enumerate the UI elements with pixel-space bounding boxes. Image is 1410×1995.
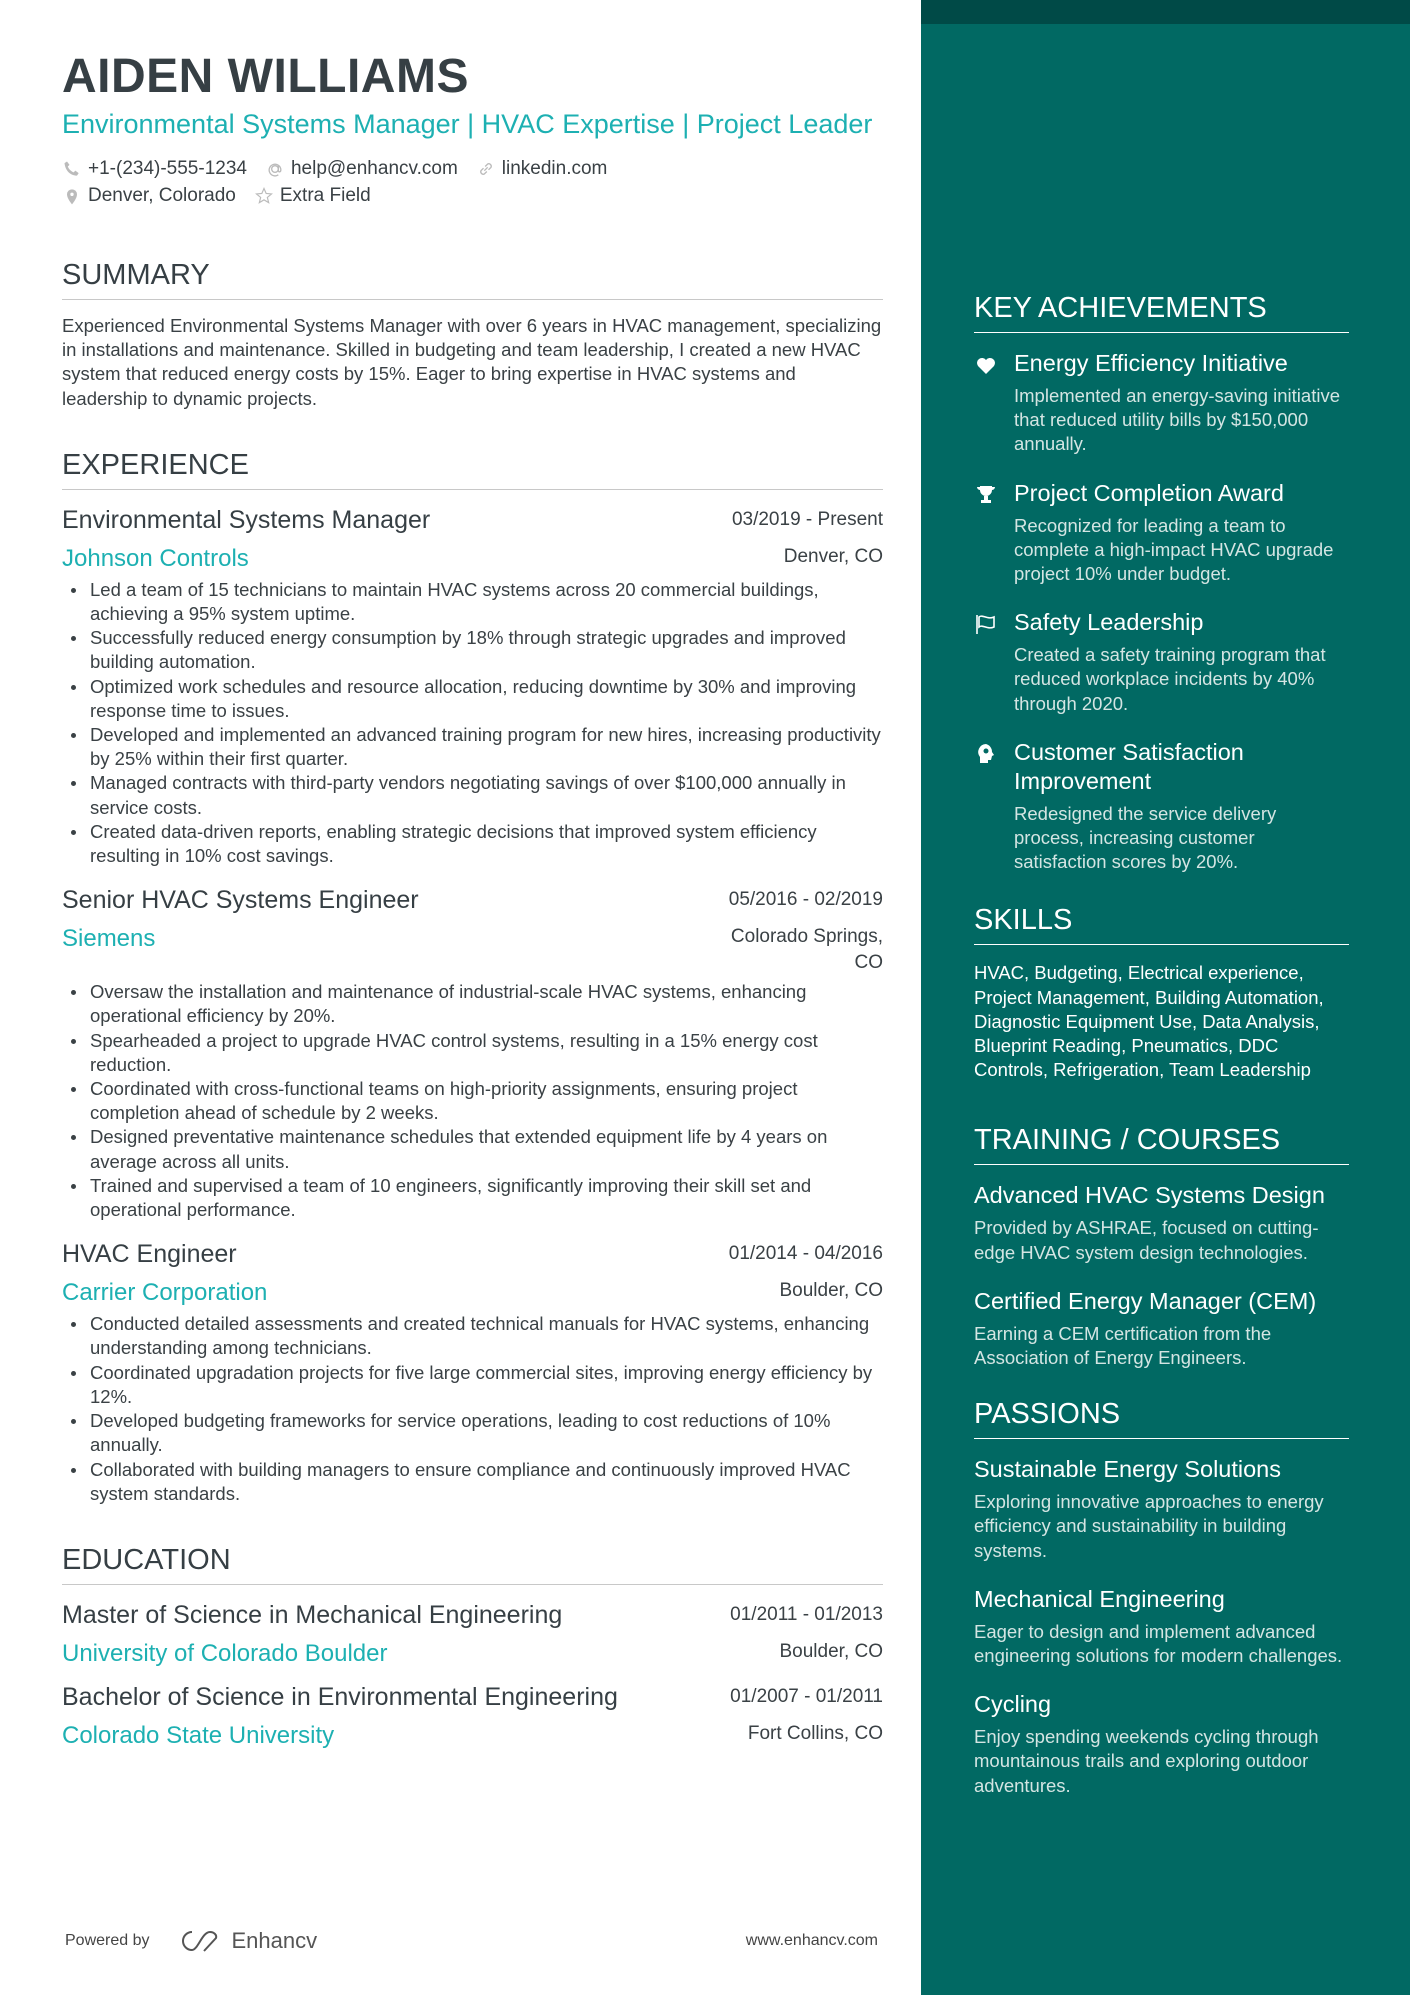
enhancv-logo-icon: [178, 1928, 224, 1954]
passion-desc: Enjoy spending weekends cycling through mountainous trails and exploring outdoor adventures.: [974, 1726, 1319, 1796]
head-icon: [974, 738, 1000, 875]
job-location: Boulder, CO: [779, 1280, 883, 1302]
enhancv-logo[interactable]: [178, 1928, 318, 1954]
experience-section: [62, 447, 883, 1506]
location: Denver, Colorado: [88, 185, 236, 206]
trophy-icon: [974, 479, 1000, 587]
education-entry: [62, 1599, 883, 1669]
education-dates: 01/2011 - 01/2013: [730, 1603, 883, 1625]
achievement-body: [1014, 349, 1349, 457]
job-header: [62, 884, 883, 916]
job-title: Senior HVAC Systems Engineer: [62, 886, 419, 915]
passion-title: Sustainable Energy Solutions: [974, 1456, 1282, 1483]
company-row: [62, 916, 883, 976]
email[interactable]: help@enhancv.com: [290, 158, 458, 179]
experience-entry: [62, 504, 883, 868]
school-row: [62, 1631, 883, 1669]
company-name[interactable]: Carrier Corporation: [62, 1279, 268, 1307]
experience-entry: [62, 1238, 883, 1506]
education-entry: [62, 1681, 883, 1751]
degree: Bachelor of Science in Environmental Engineering: [62, 1682, 618, 1711]
achievement-body: [1014, 479, 1349, 587]
website-link[interactable]: www.enhancv.com: [745, 1932, 878, 1949]
passions-section: [974, 1396, 1349, 1798]
section-title: EDUCATION: [62, 1542, 883, 1585]
bullet-item: Designed preventative maintenance schedules that extended equipment life by 4 years on average across all units.: [62, 1125, 883, 1173]
achievement-desc: Created a safety training program that reduced workplace incidents by 40% through 2020.: [1014, 644, 1326, 714]
enhancv-brand: Enhancv: [231, 1928, 318, 1953]
course-title: Certified Energy Manager (CEM): [974, 1287, 1317, 1314]
achievement-item: [974, 608, 1349, 716]
headline: Environmental Systems Manager | HVAC Expertise | Project Leader: [62, 109, 873, 139]
degree: Master of Science in Mechanical Engineering: [62, 1600, 563, 1629]
bullet-item: Coordinated with cross-functional teams on high-priority assignments, ensuring project completion ahead of schedule by 2 weeks.: [62, 1077, 883, 1125]
job-header: [62, 1238, 883, 1270]
section-title: EXPERIENCE: [62, 447, 883, 490]
education-dates: 01/2007 - 01/2011: [730, 1685, 883, 1707]
bullet-list: [62, 980, 883, 1222]
bullet-item: Developed budgeting frameworks for service operations, leading to cost reductions of 10% annually.: [62, 1409, 883, 1457]
course-desc: Provided by ASHRAE, focused on cutting-edge HVAC system design technologies.: [974, 1217, 1319, 1263]
company-name[interactable]: Siemens: [62, 925, 156, 953]
candidate-name: AIDEN WILLIAMS: [62, 50, 469, 103]
course-title: Advanced HVAC Systems Design: [974, 1182, 1325, 1209]
section-title: PASSIONS: [974, 1396, 1349, 1439]
bullet-item: Successfully reduced energy consumption by 18% through strategic upgrades and improved building automation.: [62, 626, 883, 674]
school-location: Fort Collins, CO: [747, 1722, 883, 1744]
school-name[interactable]: Colorado State University: [62, 1721, 335, 1749]
sidebar: [921, 0, 1410, 1995]
course-item: [974, 1287, 1349, 1370]
company-row: [62, 536, 883, 574]
section-title: TRAINING / COURSES: [974, 1122, 1349, 1165]
achievement-title: Project Completion Award: [1014, 479, 1284, 506]
summary-section: [62, 257, 883, 411]
company-name[interactable]: Johnson Controls: [62, 544, 249, 572]
job-title: Environmental Systems Manager: [62, 505, 431, 534]
bullet-list: [62, 578, 883, 868]
school-location: Boulder, CO: [779, 1640, 883, 1662]
bullet-item: Spearheaded a project to upgrade HVAC control systems, resulting in a 15% energy cost reduction.: [62, 1029, 883, 1077]
course-desc: Earning a CEM certification from the Association of Energy Engineers.: [974, 1322, 1272, 1369]
powered-by: Powered by: [65, 1932, 150, 1949]
job-dates: 05/2016 - 02/2019: [728, 889, 883, 911]
bullet-list: [62, 1312, 883, 1506]
achievement-title: Safety Leadership: [1014, 609, 1204, 636]
achievement-item: [974, 738, 1349, 875]
achievement-title: Customer Satisfaction Improvement: [1014, 738, 1244, 794]
achievement-desc: Redesigned the service delivery process, increasing customer satisfaction scores by 20%.: [1014, 802, 1277, 873]
extra-field: Extra Field: [279, 185, 371, 206]
school-name[interactable]: University of Colorado Boulder: [62, 1639, 388, 1667]
bullet-item: Trained and supervised a team of 10 engineers, significantly improving their skill set and operational performance.: [62, 1174, 883, 1222]
section-title: SUMMARY: [62, 257, 883, 300]
achievement-body: [1014, 738, 1349, 875]
bullet-item: Oversaw the installation and maintenance of industrial-scale HVAC systems, enhancing operational efficiency by 20%.: [62, 980, 883, 1028]
job-location: Colorado Springs, CO: [730, 926, 883, 974]
job-location: Denver, CO: [783, 545, 883, 567]
bullet-item: Managed contracts with third-party vendors negotiating savings of over $100,000 annually in service costs.: [62, 771, 883, 819]
flag-icon: [974, 608, 1000, 716]
training-section: [974, 1122, 1349, 1370]
location-pin-icon: [62, 186, 82, 206]
bullet-item: Coordinated upgradation projects for five large commercial sites, improving energy efficiency by 12%.: [62, 1361, 883, 1409]
passion-item: [974, 1585, 1349, 1668]
passion-item: [974, 1690, 1349, 1798]
section-title: KEY ACHIEVEMENTS: [974, 290, 1349, 333]
achievement-item: [974, 479, 1349, 587]
job-dates: 03/2019 - Present: [731, 508, 883, 530]
footer: [65, 1928, 878, 1954]
star-icon: [254, 186, 274, 206]
achievement-desc: Implemented an energy-saving initiative that reduced utility bills by $150,000 annually.: [1014, 385, 1340, 455]
summary-text: Experienced Environmental Systems Manager with over 6 years in HVAC management, specializing in installations and maintenance. Skilled in budgeting and team leadership, I created a new HVAC system that reduced energy costs by 15%. Eager to bring expertise in HVAC systems and leadership to dynamic projects.: [62, 315, 882, 409]
bullet-item: Led a team of 15 technicians to maintain HVAC systems across 20 commercial buildings, achieving a 95% system uptime.: [62, 578, 883, 626]
main-column: [62, 52, 883, 1763]
job-header: [62, 504, 883, 536]
bullet-item: Created data-driven reports, enabling strategic decisions that improved system efficiency resulting in 10% cost savings.: [62, 820, 883, 868]
passion-desc: Eager to design and implement advanced engineering solutions for modern challenges.: [974, 1620, 1343, 1667]
degree-row: [62, 1599, 883, 1631]
heart-icon: [974, 349, 1000, 457]
achievement-title: Energy Efficiency Initiative: [1014, 350, 1288, 376]
achievement-body: [1014, 608, 1349, 716]
linkedin[interactable]: linkedin.com: [501, 158, 608, 179]
top-band: [921, 0, 1410, 24]
company-row: [62, 1270, 883, 1308]
job-dates: 01/2014 - 04/2016: [728, 1243, 883, 1265]
achievements-section: [974, 290, 1349, 874]
education-section: [62, 1542, 883, 1751]
school-row: [62, 1713, 883, 1751]
skills-section: [974, 902, 1349, 1082]
achievement-item: [974, 349, 1349, 457]
degree-row: [62, 1681, 883, 1713]
job-title: HVAC Engineer: [62, 1240, 237, 1269]
experience-entry: [62, 884, 883, 1222]
contact-info: [62, 155, 883, 209]
section-title: SKILLS: [974, 902, 1349, 945]
bullet-item: Conducted detailed assessments and created technical manuals for HVAC systems, enhancing understanding among technicians.: [62, 1312, 883, 1360]
skills-text: HVAC, Budgeting, Electrical experience, Project Management, Building Automation, Diagnostic Equipment Use, Data Analysis, Blueprint Reading, Pneumatics, DDC Controls, Refrigeration, Team Leadership: [974, 962, 1324, 1081]
link-icon: [476, 159, 496, 179]
at-icon: [265, 159, 285, 179]
passion-desc: Exploring innovative approaches to energy efficiency and sustainability in building systems.: [974, 1491, 1324, 1561]
bullet-item: Developed and implemented an advanced training program for new hires, increasing productivity by 25% within their first quarter.: [62, 723, 883, 771]
bullet-item: Optimized work schedules and resource allocation, reducing downtime by 30% and improving response time to issues.: [62, 675, 883, 723]
passion-title: Mechanical Engineering: [974, 1585, 1225, 1612]
phone[interactable]: +1-(234)-555-1234: [88, 158, 247, 179]
course-item: [974, 1181, 1349, 1264]
achievement-desc: Recognized for leading a team to complete a high-impact HVAC upgrade project 10% under budget.: [1014, 514, 1334, 585]
bullet-item: Collaborated with building managers to ensure compliance and continuously improved HVAC system standards.: [62, 1458, 883, 1506]
passion-title: Cycling: [974, 1691, 1052, 1718]
passion-item: [974, 1455, 1349, 1563]
phone-icon: [62, 159, 82, 179]
